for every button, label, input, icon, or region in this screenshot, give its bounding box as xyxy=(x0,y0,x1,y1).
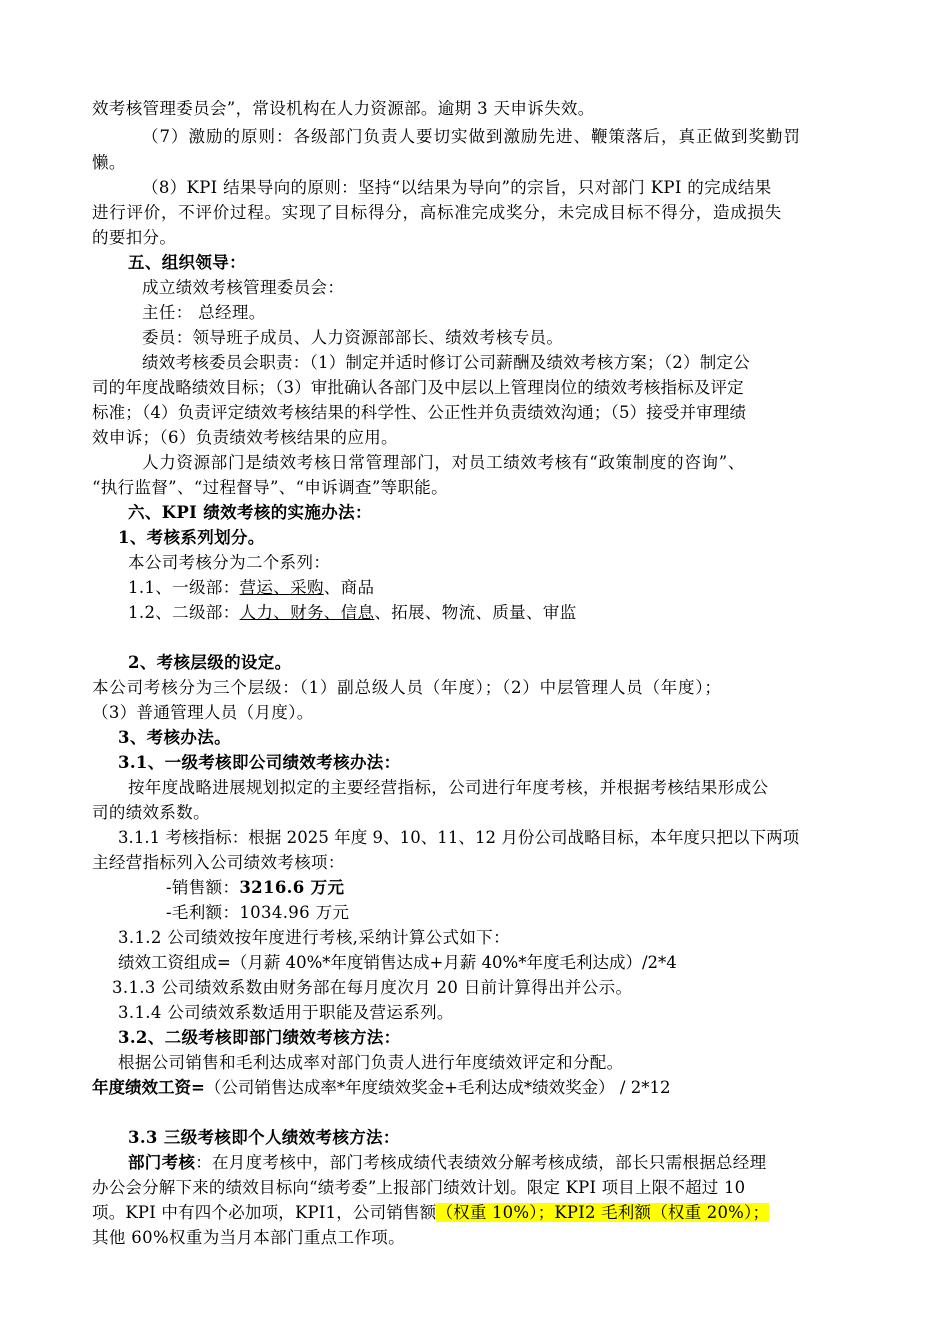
paragraph-line: 成立绩效考核管理委员会： xyxy=(142,278,345,297)
paragraph-line: 司的年度战略绩效目标；（3）审批确认各部门及中层以上管理岗位的绩效考核指标及评定 xyxy=(92,378,744,397)
line-prefix: 1.2、二级部： xyxy=(128,603,240,622)
paragraph-line: -毛利额：1034.96 万元 xyxy=(166,903,350,922)
formula-line xyxy=(92,1076,670,1100)
line-prefix: 项。KPI 中有四个必加项，KPI1，公司销售额 xyxy=(92,1203,437,1222)
underlined-text: 人力、财务、信息 xyxy=(239,603,375,622)
paragraph-line: 3.1.4 公司绩效系数适用于职能及营运系列。 xyxy=(118,1003,454,1022)
paragraph-line: （7）激励的原则：各级部门负责人要切实做到激励先进、鞭策落后，真正做到奖勤罚 xyxy=(142,127,801,146)
paragraph-line: 进行评价，不评价过程。实现了目标得分，高标准完成奖分，未完成目标不得分，造成损失 xyxy=(92,203,782,222)
line-rest: 、商品 xyxy=(323,578,375,597)
subsection-heading: 2、考核层级的设定。 xyxy=(128,653,292,672)
line-prefix: 1.1、一级部： xyxy=(128,578,240,597)
paragraph-line xyxy=(92,1201,769,1225)
paragraph-line xyxy=(128,601,577,625)
section-heading: 六、KPI 绩效考核的实施办法： xyxy=(128,503,372,522)
formula-label: 年度绩效工资= xyxy=(92,1078,205,1097)
paragraph-line: 本公司考核分为三个层级：（1）副总级人员（年度）；（2）中层管理人员（年度）； xyxy=(92,678,722,697)
paragraph-line: 本公司考核分为二个系列： xyxy=(128,553,331,572)
paragraph-line xyxy=(128,1151,766,1175)
paragraph-line: 人力资源部门是绩效考核日常管理部门，对员工绩效考核有“政策制度的咨询”、 xyxy=(142,453,746,472)
paragraph-line: （8）KPI 结果导向的原则：坚持“以结果为导向”的宗旨，只对部门 KPI 的完成结果 xyxy=(142,178,772,197)
paragraph-line: 主经营指标列入公司绩效考核项： xyxy=(92,853,345,872)
paragraph-line: 主任： 总经理。 xyxy=(142,303,266,322)
line-rest: 、拓展、物流、质量、审监 xyxy=(374,603,577,622)
paragraph-line: 3.1.3 公司绩效系数由财务部在每月度次月 20 日前计算得出并公示。 xyxy=(112,978,633,997)
paragraph-line: 3.1.1 考核指标：根据 2025 年度 9、10、11、12 月份公司战略目标，本年度只把以下两项 xyxy=(118,828,800,847)
line-prefix: -销售额： xyxy=(166,878,240,897)
paragraph-line xyxy=(128,576,374,600)
highlighted-text: （权重 10%）；KPI2 毛利额（权重 20%）； xyxy=(436,1203,770,1222)
bold-value: 3216.6 万元 xyxy=(239,878,345,897)
subsection-heading: 3.2、二级考核即部门绩效考核方法： xyxy=(118,1028,401,1047)
subsection-heading: 3.1、一级考核即公司绩效考核办法： xyxy=(118,753,401,772)
paragraph-line: “执行监督”、“过程督导”、“申诉调查”等职能。 xyxy=(92,478,449,497)
paragraph-line: 效申诉；（6）负责绩效考核结果的应用。 xyxy=(92,428,398,447)
subsection-heading: 3、考核办法。 xyxy=(118,728,231,747)
underlined-text: 营运、采购 xyxy=(239,578,324,597)
bold-term: 部门考核 xyxy=(128,1153,196,1172)
section-heading: 五、组织领导： xyxy=(128,253,246,272)
paragraph-line: 按年度战略进展规划拟定的主要经营指标，公司进行年度考核，并根据考核结果形成公 xyxy=(128,778,769,797)
subsection-heading: 3.3 三级考核即个人绩效考核方法： xyxy=(128,1128,400,1147)
paragraph-line: 的要扣分。 xyxy=(92,228,177,247)
paragraph-line xyxy=(166,876,344,900)
paragraph-line: （3）普通管理人员（月度）。 xyxy=(92,703,314,722)
paragraph-line: 办公会分解下来的绩效目标向“绩考委”上报部门绩效计划。限定 KPI 项目上限不超过 10 xyxy=(92,1178,746,1197)
paragraph-line: 其他 60%权重为当月本部门重点工作项。 xyxy=(92,1228,405,1247)
paragraph-line: 司的绩效系数。 xyxy=(92,803,210,822)
formula-line: 绩效工资组成=（月薪 40%*年度销售达成+月薪 40%*年度毛利达成）/2*4 xyxy=(118,953,677,972)
formula-body: （公司销售达成率*年度绩效奖金+毛利达成*绩效奖金） / 2*12 xyxy=(204,1078,671,1097)
paragraph-line: 委员：领导班子成员、人力资源部部长、绩效考核专员。 xyxy=(142,328,564,347)
paragraph-line: 绩效考核委员会职责：（1）制定并适时修订公司薪酬及绩效考核方案；（2）制定公 xyxy=(142,353,750,372)
line-rest: ：在月度考核中，部门考核成绩代表绩效分解考核成绩，部长只需根据总经理 xyxy=(195,1153,767,1172)
paragraph-line: 标准；（4）负责评定绩效考核结果的科学性、公正性并负责绩效沟通；（5）接受并审理绩 xyxy=(92,403,747,422)
paragraph-line: 效考核管理委员会”，常设机构在人力资源部。逾期 3 天申诉失效。 xyxy=(92,99,595,118)
paragraph-line: 3.1.2 公司绩效按年度进行考核,采纳计算公式如下： xyxy=(118,928,510,947)
subsection-heading: 1、考核系列划分。 xyxy=(118,528,265,547)
paragraph-line: 懒。 xyxy=(92,153,126,172)
paragraph-line: 根据公司销售和毛利达成率对部门负责人进行年度绩效评定和分配。 xyxy=(118,1053,624,1072)
